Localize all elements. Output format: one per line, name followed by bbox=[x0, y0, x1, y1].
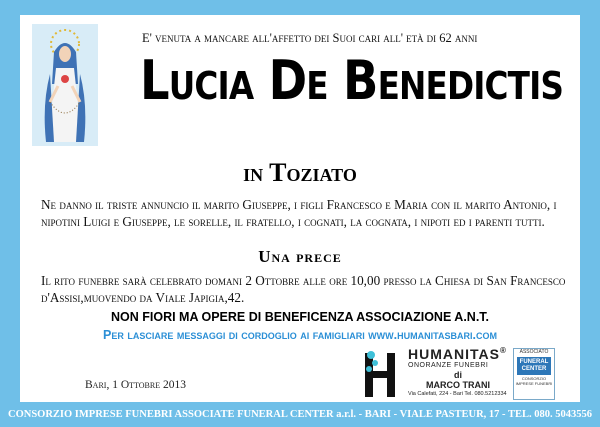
agency-owner: MARCO TRANI bbox=[426, 380, 490, 390]
badge-sub: CONSORZIO IMPRESE FUNEBRI bbox=[515, 376, 553, 386]
agency-name: HUMANITAS bbox=[408, 346, 500, 362]
no-flowers-notice: NON FIORI MA OPERE DI BENEFICENZA ASSOCIAZIONE A.N.T. bbox=[110, 310, 490, 324]
agency-di: di bbox=[454, 370, 462, 380]
registered-mark: ® bbox=[499, 346, 507, 355]
agency-block bbox=[408, 346, 508, 397]
badge-name: FUNERAL CENTER bbox=[517, 357, 551, 375]
badge-top: ASSOCIATO bbox=[519, 349, 549, 355]
agency-subtitle: ONORANZE FUNEBRI bbox=[408, 362, 489, 369]
agency-address: Via Calefati, 224 - Bari Tel. 080.5212334 bbox=[408, 391, 507, 397]
funeral-center-badge bbox=[513, 348, 555, 400]
h-logo-icon bbox=[361, 349, 401, 399]
condolence-messages-link[interactable]: Per lasciare messaggi di cordoglio ai famigliari www.humanitasbari.com bbox=[103, 328, 497, 342]
prayer-heading: Una prece bbox=[258, 247, 342, 266]
madonna-image bbox=[32, 24, 98, 146]
intro-text: E' venuta a mancare all'affetto dei Suoi cari all' età di 62 anni bbox=[142, 31, 478, 45]
date-place: Bari, 1 Ottobre 2013 bbox=[85, 379, 186, 391]
married-name: in Toziato bbox=[243, 158, 357, 187]
footer-consortium-bar: CONSORZIO IMPRESE FUNEBRI ASSOCIATE FUNERAL CENTER a.r.l. - BARI - VIALE PASTEUR, 17 - TEL. 080. 5043556 bbox=[7, 409, 592, 420]
announcement-text: Ne danno il triste annuncio il marito Giuseppe, i figli Francesco e Maria con il marito Antonio, i nipotini Luigi e Giuseppe, le sorelle, il fratello, i cognati, la cognata, i nipoti ed i parenti tutti. bbox=[41, 197, 557, 229]
madonna-illustration bbox=[32, 24, 98, 146]
humanitas-h-logo bbox=[361, 349, 401, 399]
deceased-name: Lucia De Benedictis bbox=[140, 49, 564, 112]
funeral-rite-text: Il rito funebre sarà celebrato domani 2 Ottobre alle ore 10,00 presso la Chiesa di San Francesco d'Assisi,muovendo da Viale Japigia,42. bbox=[41, 273, 566, 305]
